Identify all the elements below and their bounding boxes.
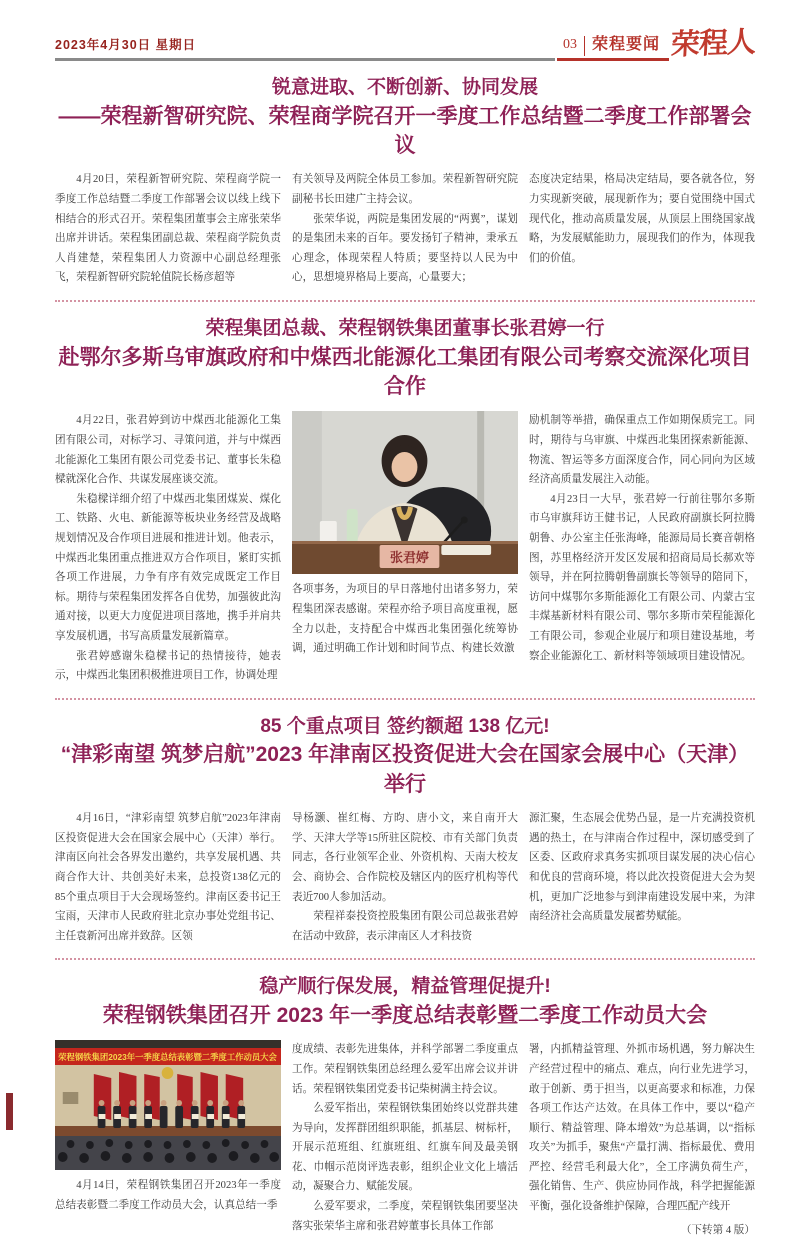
article-paragraph: 源汇聚，生态展会优势凸显，是一片充满投资机遇的热土，在与津南合作过程中，深切感受到了区委、区政府求真务实抓项目谋发展的决心信心和优良的营商环境，将以此次投资促进大会为契机，更加广泛地参与到津南建设发展中来，为津南经济社会高质量发展蓄势赋能。 [529, 813, 755, 923]
article-paragraph: 导杨灏、崔红梅、方昀、唐小文，来自南开大学、天津大学等15所驻区院校、市有关部门负责同志，各行业领军企业、外资机构、天南大校友会、商协会、合作院校及辖区内的医疗机构等代表近700人参加活动。 [292, 813, 518, 903]
article-paragraph: 荣程祥泰投资控股集团有限公司总裁张君婷在活动中致辞，表示津南区人才科技资 [292, 911, 518, 942]
article-subtitle: ——荣程新智研究院、荣程商学院召开一季度工作总结暨二季度工作部署会议 [58, 104, 752, 158]
photo-zhangjunting-meeting [292, 411, 518, 574]
article-paragraph: 4月16日，“津彩南望 筑梦启航”2023年津南区投资促进大会在国家会展中心（天津）举行。津南区向社会各界发出邀约，共享发展机遇、共商合作大计、共创美好未来，总投资138亿元的85个重点项目于大会现场签约。津南区委书记王宝雨，天津市人民政府驻北京办事处党组书记、主任袁新河出席并致辞。区领 [55, 813, 281, 942]
article-separator [55, 300, 755, 302]
article-columns [55, 1040, 755, 1240]
article-separator [55, 958, 755, 960]
header-rule-red [557, 58, 669, 61]
article-paragraph: 励机制等举措，确保重点工作如期保质完工。同时，期待与乌审旗、中煤西北集团探索新能源、物流、智运等多方面深度合作，同心同向为区域经济高质量发展注入动能。 [529, 415, 755, 486]
article-separator [55, 698, 755, 700]
article-paragraph: 4月20日，荣程新智研究院、荣程商学院一季度工作总结暨二季度工作部署会议以线上线下相结合的形式召开。荣程集团董事会主席张荣华出席并讲话。荣程集团副总裁、荣程商学院负责人肖建楚，荣程集团人力资源中心副总经理张飞，荣程新智研究院轮值院长杨彦超等 [55, 174, 281, 284]
name-plate-text: 张君婷 [390, 550, 429, 566]
column-3 [529, 411, 755, 685]
article-paragraph: 4月23日一大早，张君婷一行前往鄂尔多斯市乌审旗拜访王健书记，人民政府副旗长阿拉腾朝鲁、办公室主任张海峰，能源局局长赛音朝格图，苏里格经济开发区发展和招商局局长郝欢等领导，并在阿拉腾朝鲁副旗长等领导的陪同下，访问中煤鄂尔多斯能源化工有限公司、内蒙古宝丰煤基新材料有限公司、鄂尔多斯市荣程能源化工有限公司，参观企业展厅和项目建设基地，考察企业能源化工、新材料等领域项目建设情况。 [529, 493, 755, 662]
article-paragraph: 张荣华说，两院是集团发展的“两翼”，谋划的是集团未来的百年。要发扬钉子精神，秉承五心理念，体现荣程人特质；要坚持以人民为中心，思想境界格局上要高，心量要大； [292, 213, 518, 284]
article-title: 85 个重点项目 签约额超 138 亿元! [260, 715, 550, 737]
meeting-banner-text: 荣程钢铁集团2023年一季度总结表彰暨二季度工作动员大会 [58, 1052, 277, 1063]
person-face [392, 452, 418, 482]
article-paragraph: 有关领导及两院全体员工参加。荣程新智研究院副秘书长田建广主持会议。 [292, 174, 518, 206]
article-columns [55, 809, 755, 946]
column-2 [292, 170, 518, 288]
continuation-note: （下转第 4 版） [680, 1224, 755, 1236]
article-paragraph: 么爱军指出，荣程钢铁集团始终以党群共建为导向，发挥群团组织职能，抓基层、树标杆，开展示范班组、红旗班组、红旗车间及最美钢花、巾帼示范岗评选表彰，组织企业文化上墙活动，凝聚合力、赋能发展。 [292, 1103, 518, 1193]
article-paragraph: 朱稳樑详细介绍了中煤西北集团煤炭、煤化工、铁路、火电、新能源等板块业务经营及战略规划情况及合作项目进展和推进计划。他表示，中煤西北集团重点推进双方合作项目，紧盯实抓各项工作进展，力争有序有效完成既定工作目标。期待与荣程集团发挥各自优势，加强彼此沟通对接，以更大力度促进项目落地，携手并肩共享发展机遇，书写高质量发展新篇章。 [55, 493, 281, 642]
column-3 [529, 170, 755, 288]
article-3 [55, 714, 755, 947]
column-1 [55, 411, 281, 685]
column-3 [529, 809, 755, 946]
article-paragraph: 署，内抓精益管理、外抓市场机遇，努力解决生产经营过程中的痛点、难点，向行业先进学习，敢于创新、勇于担当，以更高要求和标准，力保各项工作达产达效。在具体工作中，要以“稳产顺行、精益管理、降本增效”为总基调，以“指标攻关”为抓手，聚焦“产量打满、指标最优、费用严控、经营毛利最大化”，全工序满负荷生产，强化销售、生产、供应协同作战，科学把握能源平衡，强化设备维护保障，合理匹配产线开 [529, 1044, 755, 1213]
header-right [562, 24, 757, 62]
article-paragraph: 度成绩、表彰先进集体，并科学部署二季度重点工作。荣程钢铁集团总经理么爱军出席会议并讲话。荣程钢铁集团党委书记柴树满主持会议。 [292, 1044, 518, 1095]
column-1 [55, 1040, 281, 1240]
column-3 [529, 1040, 755, 1240]
article-1 [55, 75, 755, 288]
article-paragraph: 张君婷感谢朱稳樑书记的热情接待，她表示，中煤西北集团积极推进项目工作，协调处理 [55, 650, 281, 682]
column-1 [55, 809, 281, 946]
header-rule-gray [55, 58, 555, 61]
page-edge-mark [6, 1093, 13, 1130]
article-4 [55, 974, 755, 1240]
water-bottle [347, 509, 358, 543]
article-subtitle: “津彩南望 筑梦启航”2023 年津南区投资促进大会在国家会展中心（天津）举行 [60, 743, 750, 796]
article-title: 荣程集团总裁、荣程钢铁集团董事长张君婷一行 [205, 317, 605, 339]
page-number: 03 [562, 37, 577, 52]
article-paragraph: 各项事务，为项目的早日落地付出诸多努力，荣程集团深表感谢。荣程亦给予项目高度重视，愿全力以赴，支持配合中煤西北集团强化统筹协调，通过明确工作计划和时间节点、构建长效激 [292, 584, 518, 655]
article-columns [55, 170, 755, 288]
column-1 [55, 170, 281, 288]
article-title: 锐意进取、不断创新、协同发展 [271, 77, 538, 98]
article-title: 稳产顺行保发展，精益管理促提升! [259, 976, 551, 998]
article-2 [55, 316, 755, 686]
header-divider [584, 36, 585, 56]
podium [63, 1092, 79, 1104]
article-paragraph: 4月22日，张君婷到访中煤西北能源化工集团有限公司，对标学习、寻策问道，并与中煤西北能源化工集团有限公司党委书记、董事长朱稳樑就深化合作、共谋发展座谈交流。 [55, 415, 281, 486]
column-2 [292, 411, 518, 685]
photo-steel-group-meeting [55, 1040, 281, 1170]
article-subtitle: 荣程钢铁集团召开 2023 年一季度总结表彰暨二季度工作动员大会 [102, 1003, 708, 1027]
section-title: 荣程要闻 [591, 36, 660, 53]
article-paragraph: 态度决定结果，格局决定结局，要各就各位，努力实现新突破，展现新作为；要自觉围绕中国式现代化，推动高质量发展，从顶层上围绕国家战略，为发展赋能助力，展现我们的作为，体现我们的价值。 [529, 174, 755, 264]
article-columns [55, 411, 755, 685]
article-paragraph: 么爱军要求，二季度，荣程钢铁集团要坚决落实张荣华主席和张君婷董事长具体工作部 [292, 1201, 518, 1232]
issue-date: 2023年4月30日 星期日 [55, 38, 197, 52]
tea-cup [320, 521, 337, 543]
article-subtitle: 赴鄂尔多斯乌审旗政府和中煤西北能源化工集团有限公司考察交流深化项目合作 [58, 345, 752, 399]
masthead-logo: 荣程人 [669, 24, 757, 62]
article-paragraph: 4月14日，荣程钢铁集团召开2023年一季度总结表彰暨二季度工作动员大会，认真总结一季 [55, 1180, 281, 1211]
header-rule [55, 58, 755, 61]
page-header [55, 24, 757, 62]
column-2 [292, 809, 518, 946]
column-2 [292, 1040, 518, 1240]
